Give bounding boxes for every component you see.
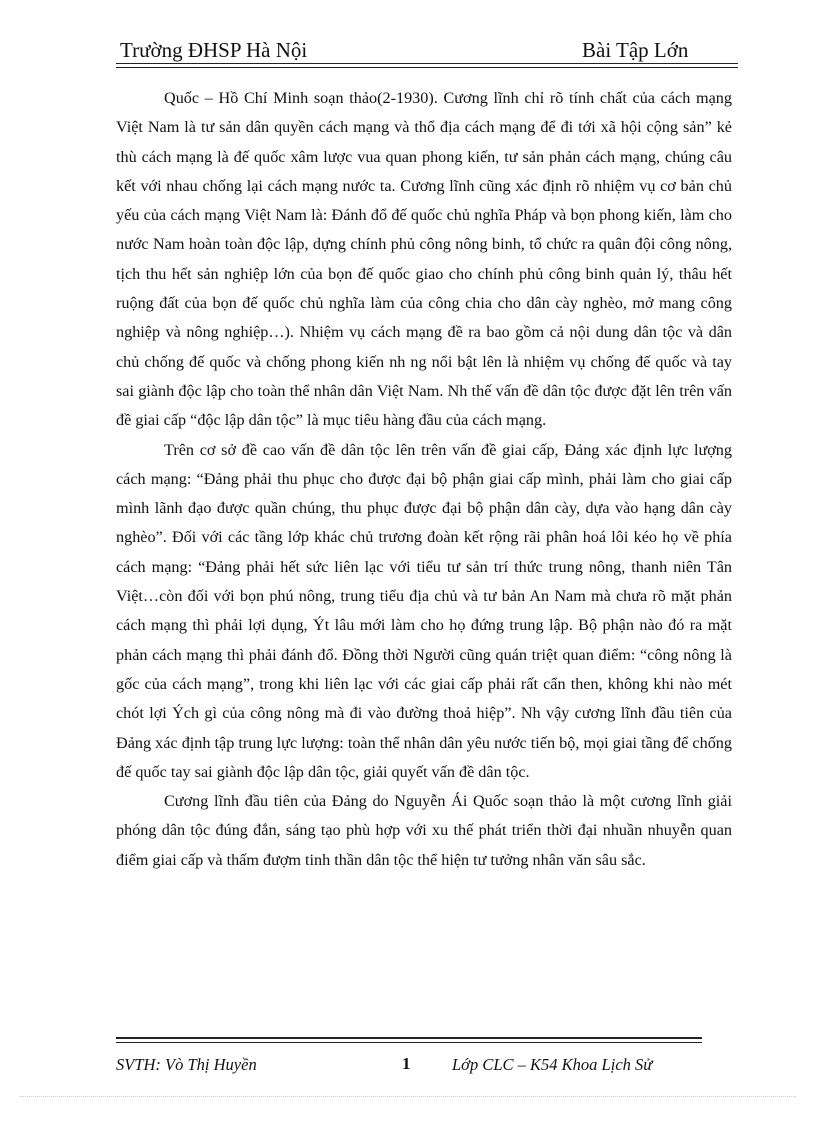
header-rule [116, 63, 738, 64]
footer-rule [116, 1037, 702, 1039]
page-number: 1 [402, 1054, 411, 1073]
footer-rule-double [116, 1042, 702, 1043]
header-university: Trường ĐHSP Hà Nội [120, 38, 308, 62]
header-document-type: Bài Tập Lớn [582, 38, 689, 62]
footer-author: SVTH: Vò Thị Huyền [116, 1055, 257, 1074]
page-header [116, 38, 738, 68]
paragraph-1: Quốc – Hồ Chí Minh soạn thảo(2-1930). Cương lĩnh chỉ rõ tính chất của cách mạng Việt Nam là tư sản dân quyền cách mạng và thổ địa cách mạng để đi tới xã hội cộng sản” kẻ thù cách mạng là đế quốc xâm lược vua quan phong kiến, tư sản phản cách mạng, chúng câu kết với nhau chống lại cách mạng nước ta. Cương lĩnh cũng xác định rõ nhiệm vụ cơ bản chủ yếu của cách mạng Việt Nam là: Đánh đổ đế quốc chủ nghĩa Pháp và bọn phong kiến, làm cho nước Nam hoàn toàn độc lập, dựng chính phủ công nông binh, tổ chức ra quân đội công nông, tịch thu hết sản nghiệp lớn của bọn đế quốc giao cho chính phủ công binh quản lý, thâu hết ruộng đất của bọn đế quốc chủ nghĩa làm của công chia cho dân cày nghèo, mở mang công nghiệp và nông nghiệp…). Nhiệm vụ cách mạng đề ra bao gồm cả nội dung dân tộc và dân chủ chống đế quốc và chống phong kiến nh ng nổi bật lên là nhiệm vụ chống đế quốc và tay sai giành độc lập cho toàn thể nhân dân Việt Nam. Nh thế vấn đề dân tộc được đặt lên trên vấn đề giai cấp “độc lập dân tộc” là mục tiêu hàng đầu của cách mạng. [116, 89, 732, 430]
footer-class: Lớp CLC – K54 Khoa Lịch Sử [452, 1055, 653, 1074]
paragraph-2: Trên cơ sở đề cao vấn đề dân tộc lên trên vấn đề giai cấp, Đảng xác định lực lượng cách mạng: “Đảng phải thu phục cho được đại bộ phận giai cấp mình, phải làm cho giai cấp mình lãnh đạo được quần chúng, thu phục được đại bộ phận dân cày, dựa vào hạng dân cày nghèo”. Đối với các tầng lớp khác chủ trương đoàn kết rộng rãi phân hoá lôi kéo họ về phía cách mạng: “Đảng phải hết sức liên lạc với tiểu tư sản trí thức trung nông, thanh niên Tân Việt…còn đối với bọn phú nông, trung tiểu địa chủ và tư bản An Nam mà chưa rõ mặt phản cách mạng thì phải lợi dụng, Ýt lâu mới làm cho họ đứng trung lập. Bộ phận nào đó ra mặt phản cách mạng thì phải đánh đổ. Đồng thời Người cũng quán triệt quan điểm: “công nông là gốc của cách mạng”, trong khi liên lạc với các giai cấp phải rất cẩn then, không khi nào mét chót lợi Ých gì của công nông mà đi vào đường thoả hiệp”. Nh vậy cương lĩnh đầu tiên của Đảng xác định tập trung lực lượng: toàn thể nhân dân yêu nước tiến bộ, mọi giai tầng để chống đế quốc tay sai giành độc lập dân tộc, giải quyết vấn đề dân tộc. [116, 440, 732, 781]
document-body [116, 84, 732, 875]
page-bottom-border [20, 1096, 796, 1097]
header-rule-double [116, 67, 738, 68]
page-footer [116, 1037, 708, 1087]
paragraph-3: Cương lĩnh đầu tiên của Đảng do Nguyễn Ái Quốc soạn thảo là một cương lĩnh giải phóng dân tộc đúng đắn, sáng tạo phù hợp với xu thế phát triển thời đại nhuần nhuyễn quan điểm giai cấp và thấm đượm tinh thần dân tộc thể hiện tư tưởng nhân văn sâu sắc. [116, 792, 732, 869]
